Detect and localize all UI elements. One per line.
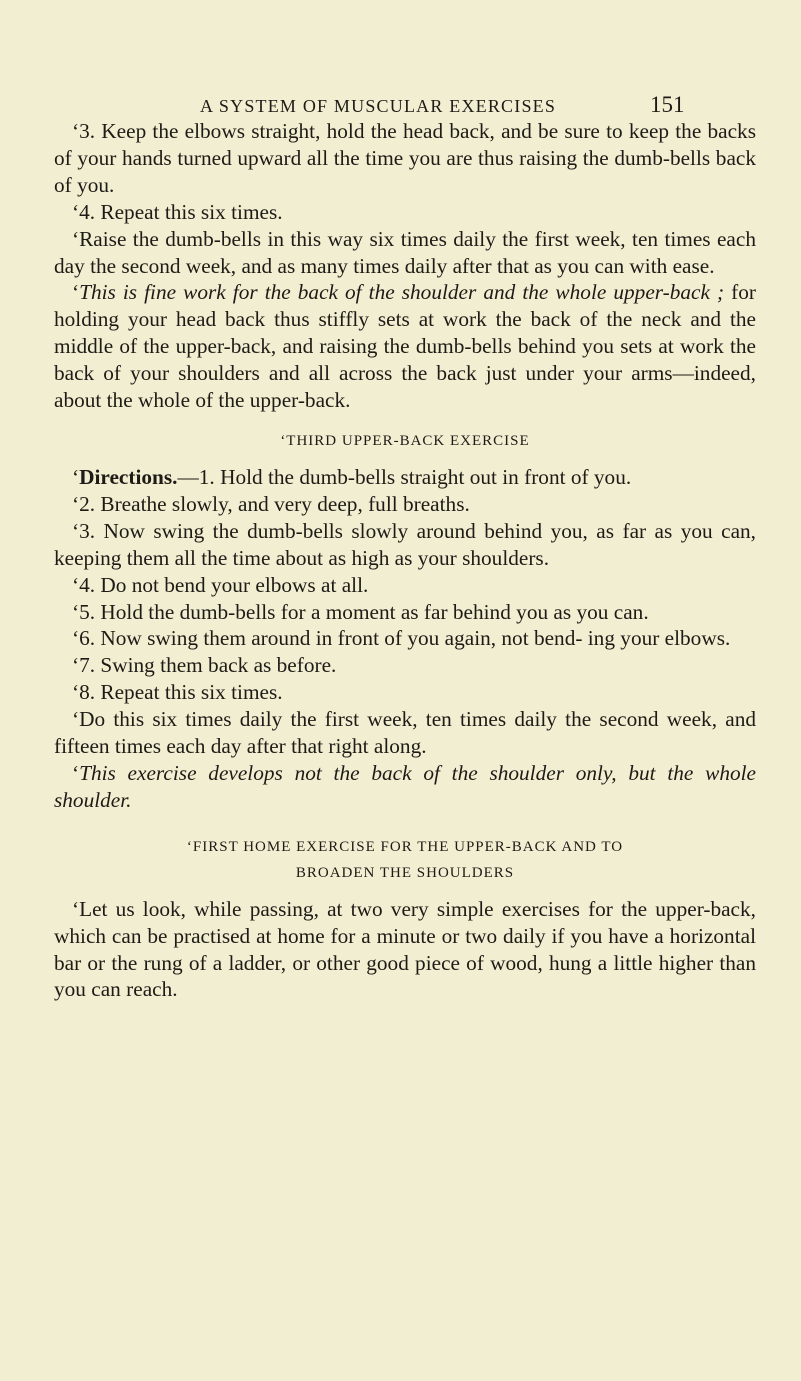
section-heading-home-exercise [54, 834, 756, 886]
paragraph-benefit-2 [54, 760, 756, 814]
paragraph-step-4: ‘4. Repeat this six times. [72, 199, 283, 224]
emphasis-text: This is fine work for the back of the shoulder and the whole upper-back ; [79, 280, 725, 305]
paragraph-step-4b: ‘4. Do not bend your elbows at all. [72, 572, 369, 597]
paragraph-benefit [54, 279, 756, 414]
paragraph-schedule: ‘Raise the dumb-bells in this way six times daily the first week, ten times each day the second week, and as many times daily after that as you can with ease. [54, 226, 756, 278]
paragraph-step-5: ‘5. Hold the dumb-bells for a moment as far behind you as you can. [72, 599, 649, 624]
paragraph-step-7: ‘7. Swing them back as before. [72, 653, 337, 678]
paragraph-text: for holding your head back thus stiffly sets at work the back of the neck and the middle of the upper-back, and raising the dumb-bells behind you sets at work the back of your shoulders and all across the back just under your arms—indeed, about the whole of the upper-back. [54, 280, 756, 413]
heading-line: ‘FIRST HOME EXERCISE FOR THE UPPER-BACK AND TO [186, 838, 624, 855]
quote-mark: ‘ [72, 760, 80, 785]
paragraph-home-intro: ‘Let us look, while passing, at two very simple exercises for the upper-back, which can be practised at home for a minute or two daily if you have a horizontal bar or the rung of a ladder, or other good piece of wood, hung a little higher than you can reach. [54, 896, 756, 1002]
quote-mark: ‘ [72, 464, 80, 489]
paragraph-step-3b: ‘3. Now swing the dumb-bells slowly around behind you, as far as you can, keeping them all the time about as high as your shoulders. [54, 518, 756, 570]
body-text [54, 118, 756, 1003]
emphasis-text: This exercise develops not the back of the shoulder only, but the whole shoulder. [54, 760, 756, 812]
quote-mark: ‘ [72, 280, 80, 305]
section-heading-third-exercise: ‘THIRD UPPER-BACK EXERCISE [280, 432, 530, 449]
paragraph-schedule-2: ‘Do this six times daily the first week, ten times daily the second week, and fifteen times each day after that right along. [54, 707, 756, 759]
paragraph-directions [54, 464, 756, 491]
directions-label: Directions. [79, 464, 178, 489]
paragraph-step-3: ‘3. Keep the elbows straight, hold the head back, and be sure to keep the backs of your hands turned upward all the time you are thus raising the dumb-bells back of you. [54, 119, 756, 197]
paragraph-step-8: ‘8. Repeat this six times. [72, 680, 283, 705]
running-head: A SYSTEM OF MUSCULAR EXERCISES [200, 96, 557, 116]
heading-line: BROADEN THE SHOULDERS [295, 864, 515, 881]
paragraph-step-6: ‘6. Now swing them around in front of you again, not bend- ing your elbows. [72, 626, 731, 651]
paragraph-text: —1. Hold the dumb-bells straight out in front of you. [177, 464, 632, 489]
page-number: 151 [650, 92, 685, 117]
paragraph-step-2: ‘2. Breathe slowly, and very deep, full breaths. [72, 491, 470, 516]
